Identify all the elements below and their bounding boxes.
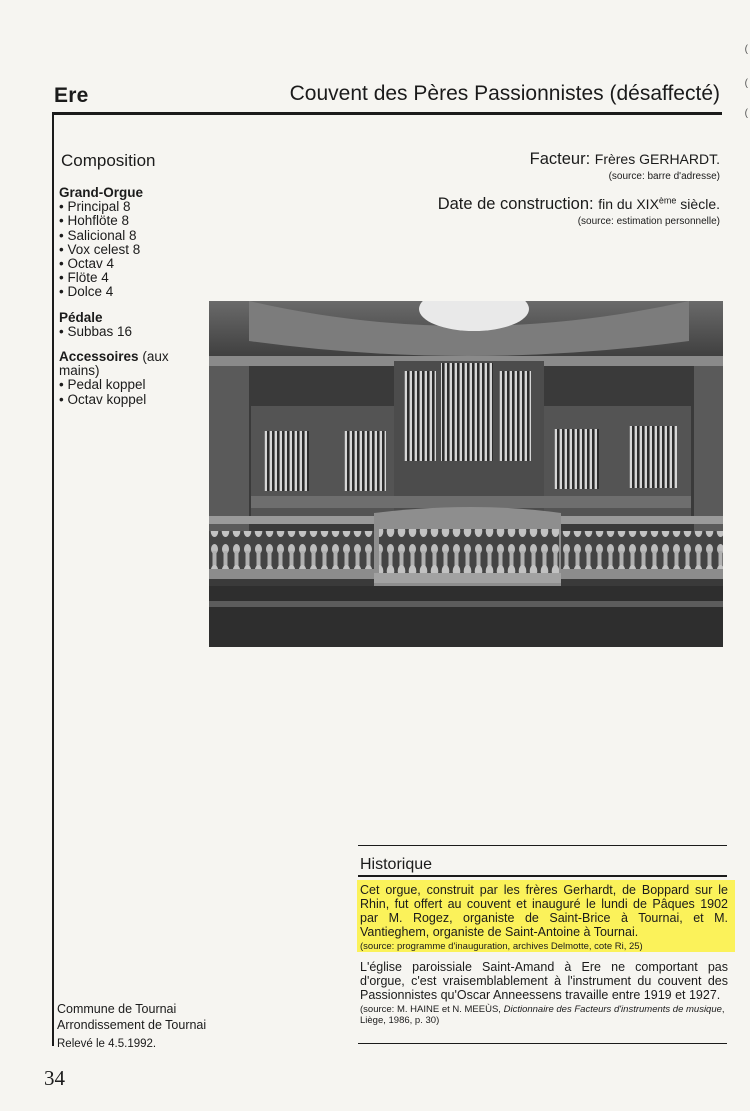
stop-item: • Hohflöte 8 — [59, 214, 189, 228]
historique-text-1: Cet orgue, construit par les frères Gerhardt, de Boppard sur le Rhin, fut offert au couvent et inauguré le lundi de Pâques 1902 par M. Rogez, organiste de Saint-Brice à Tournai, et M. Vantieghem, organiste de Saint-Antoine à Tournai. — [360, 883, 728, 939]
accessoires-section — [59, 350, 179, 407]
date-block — [438, 195, 720, 227]
date-value-pre: fin du XIX — [598, 196, 659, 212]
accessoires-title: Accessoires — [59, 349, 139, 364]
historique-source-2-title: Dictionnaire des Facteurs d'instruments de musique — [503, 1004, 722, 1015]
scan-edge-mark: ( — [744, 44, 748, 55]
historique-text-2: L'église paroissiale Saint-Amand à Ere ne comportant pas d'orgue, c'est vraisemblablement à l'instrument du couvent des Passionnistes qu'Oscar Anneessens travaille entre 1919 et 1927. — [360, 960, 728, 1002]
stop-item: • Dolce 4 — [59, 285, 189, 299]
building-title: Couvent des Pères Passionnistes (désaffecté) — [289, 82, 720, 105]
page-number: 34 — [44, 1066, 65, 1090]
facteur-label: Facteur: — [529, 150, 591, 168]
historique-paragraph-2 — [360, 960, 728, 1026]
historique-top-rule — [358, 845, 727, 846]
facteur-source: (source: barre d'adresse) — [608, 171, 720, 182]
pedale-title: Pédale — [59, 310, 103, 325]
date-source: (source: estimation personnelle) — [577, 216, 720, 227]
facteur-block — [530, 150, 720, 182]
historique-source-2-post: , Liège, 1986, p. 30) — [360, 1004, 725, 1026]
location-block — [57, 1001, 206, 1033]
date-value-post: siècle. — [676, 196, 720, 212]
accessory-item: • Pedal koppel — [59, 378, 179, 392]
historique-title: Historique — [360, 856, 433, 873]
stop-item: • Principal 8 — [59, 200, 189, 214]
organ-photo — [209, 301, 723, 647]
stop-item: • Vox celest 8 — [59, 243, 189, 257]
accessoires-subtitle: (aux mains) — [59, 349, 169, 379]
accessory-item: • Octav koppel — [59, 393, 179, 407]
stop-item: • Flöte 4 — [59, 271, 189, 285]
historique-rule — [358, 875, 727, 877]
left-margin-rule — [52, 114, 54, 1046]
stop-item: • Octav 4 — [59, 257, 189, 271]
historique-paragraph-1 — [360, 883, 728, 952]
arrondissement-label: Arrondissement de Tournai — [57, 1018, 207, 1032]
historique-source-2-pre: (source: M. HAINE et N. MEEÙS, — [360, 1004, 504, 1015]
stop-item: • Salicional 8 — [59, 229, 189, 243]
scan-edge-mark: ( — [744, 78, 748, 89]
pedale-section — [59, 311, 189, 339]
scan-edge-mark: ( — [744, 108, 748, 119]
grand-orgue-section — [59, 186, 189, 300]
header-rule — [52, 112, 722, 115]
date-value-sup: ème — [658, 195, 677, 206]
historique-bottom-rule — [358, 1043, 727, 1044]
town-name: Ere — [54, 84, 89, 107]
date-label: Date de construction: — [437, 195, 594, 213]
commune-label: Commune de Tournai — [57, 1002, 177, 1016]
composition-title: Composition — [61, 151, 156, 170]
historique-source-1: (source: programme d'inauguration, archives Delmotte, cote Ri, 25) — [360, 941, 643, 952]
grand-orgue-title: Grand-Orgue — [59, 185, 144, 200]
facteur-value: Frères GERHARDT. — [594, 151, 720, 167]
stop-item: • Subbas 16 — [59, 325, 189, 339]
survey-date: Relevé le 4.5.1992. — [57, 1038, 157, 1050]
